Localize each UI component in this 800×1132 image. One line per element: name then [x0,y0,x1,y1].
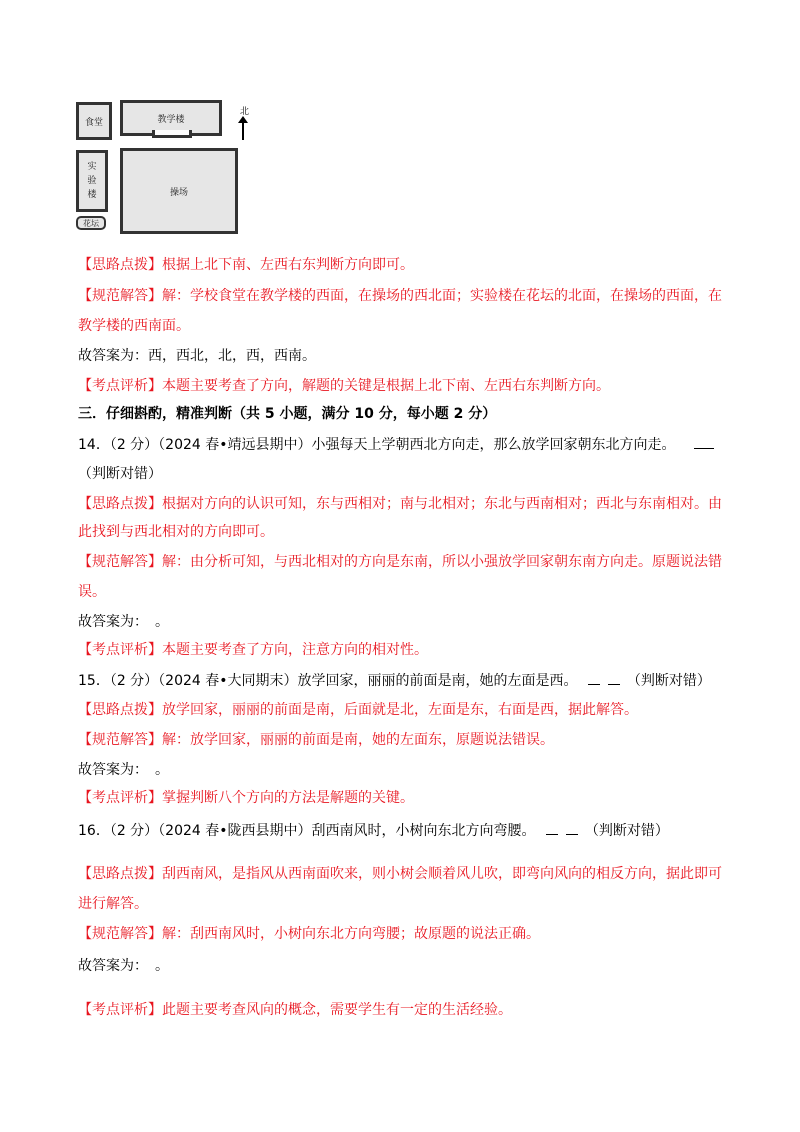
teaching-building-label: 教学楼 [157,114,185,125]
section-heading: 三．仔细斟酌，精准判断（共 5 小题，满分 10 分，每小题 2 分） [78,406,497,422]
lab-label-3: 楼 [87,190,97,200]
hint-line-13: 【思路点拨】根据上北下南、左西右东判断方向即可。 [78,257,414,273]
hint-line-16b: 进行解答。 [78,896,148,912]
garden [76,216,106,230]
hint-line-15: 【思路点拨】放学回家，丽丽的前面是南，后面就是北，左面是东，右面是西，据此解答。 [78,702,638,718]
lab-building [76,150,108,212]
garden-label: 花坛 [83,218,99,228]
answer-line-16: 【规范解答】解：刮西南风时，小树向东北方向弯腰；故原题的说法正确。 [78,926,540,942]
final-answer-16: 故答案为： 。 [78,958,169,974]
question-14 [78,434,738,455]
canteen-building [76,102,112,140]
playground [120,148,238,234]
final-answer-14: 故答案为： 。 [78,614,169,630]
north-label: 北 [240,107,250,117]
analysis-line-16: 【考点评析】此题主要考查风向的概念，需要学生有一定的生活经验。 [78,1002,512,1018]
arrow-up-icon [236,116,250,140]
final-answer-15: 故答案为： 。 [78,762,169,778]
analysis-line-14: 【考点评析】本题主要考查了方向，注意方向的相对性。 [78,642,428,658]
analysis-line-15: 【考点评析】掌握判断八个方向的方法是解题的关键。 [78,790,414,806]
lab-label-1: 实 [87,162,97,172]
answer-blank-16a [546,820,558,835]
question-16 [78,820,738,841]
question-15-suffix: （判断对错） [626,673,711,689]
question-14-suffix: （判断对错） [78,466,162,482]
question-15 [78,670,738,691]
question-16-suffix: （判断对错） [584,823,669,839]
question-16-text: 16．（2 分）（2024 春•陇西县期中）刮西南风时，小树向东北方向弯腰。 [78,823,536,839]
question-15-text: 15．（2 分）（2024 春•大同期末）放学回家，丽丽的前面是南，她的左面是西。 [78,673,578,689]
answer-blank-15a [588,670,600,685]
canteen-label: 食堂 [84,117,103,128]
answer-blank-16b [566,820,578,835]
answer-blank-15b [608,670,620,685]
answer-line-13a: 【规范解答】解：学校食堂在教学楼的西面，在操场的西北面；实验楼在花坛的北面，在操场的西面，在 [78,288,722,304]
playground-label: 操场 [169,187,188,198]
hint-line-14a: 【思路点拨】根据对方向的认识可知，东与西相对；南与北相对；东北与西南相对；西北与东南相对。由 [78,496,722,512]
lab-label-2: 验 [87,176,97,186]
answer-line-13b: 教学楼的西南面。 [78,318,190,334]
hint-line-16a: 【思路点拨】刮西南风，是指风从西南面吹来，则小树会顺着风儿吹，即弯向风向的相反方向，据此即可 [78,866,722,882]
north-arrow [236,104,256,140]
hint-line-14b: 此找到与西北相对的方向即可。 [78,524,274,540]
analysis-line-13: 【考点评析】本题主要考查了方向，解题的关键是根据上北下南、左西右东判断方向。 [78,378,610,394]
answer-line-14b: 误。 [78,584,106,600]
answer-line-15: 【规范解答】解：放学回家，丽丽的前面是南，她的左面东，原题说法错误。 [78,732,554,748]
answer-blank-14 [694,434,714,449]
campus-map-figure [72,96,262,236]
teaching-building-notch [152,130,192,138]
answer-line-14a: 【规范解答】解：由分析可知，与西北相对的方向是东南，所以小强放学回家朝东南方向走。原题说法错 [78,554,722,570]
question-14-text: 14．（2 分）（2024 春•靖远县期中）小强每天上学朝西北方向走，那么放学回家朝东北方向走。 [78,437,676,453]
final-answer-13: 故答案为：西，西北，北，西，西南。 [78,348,316,364]
